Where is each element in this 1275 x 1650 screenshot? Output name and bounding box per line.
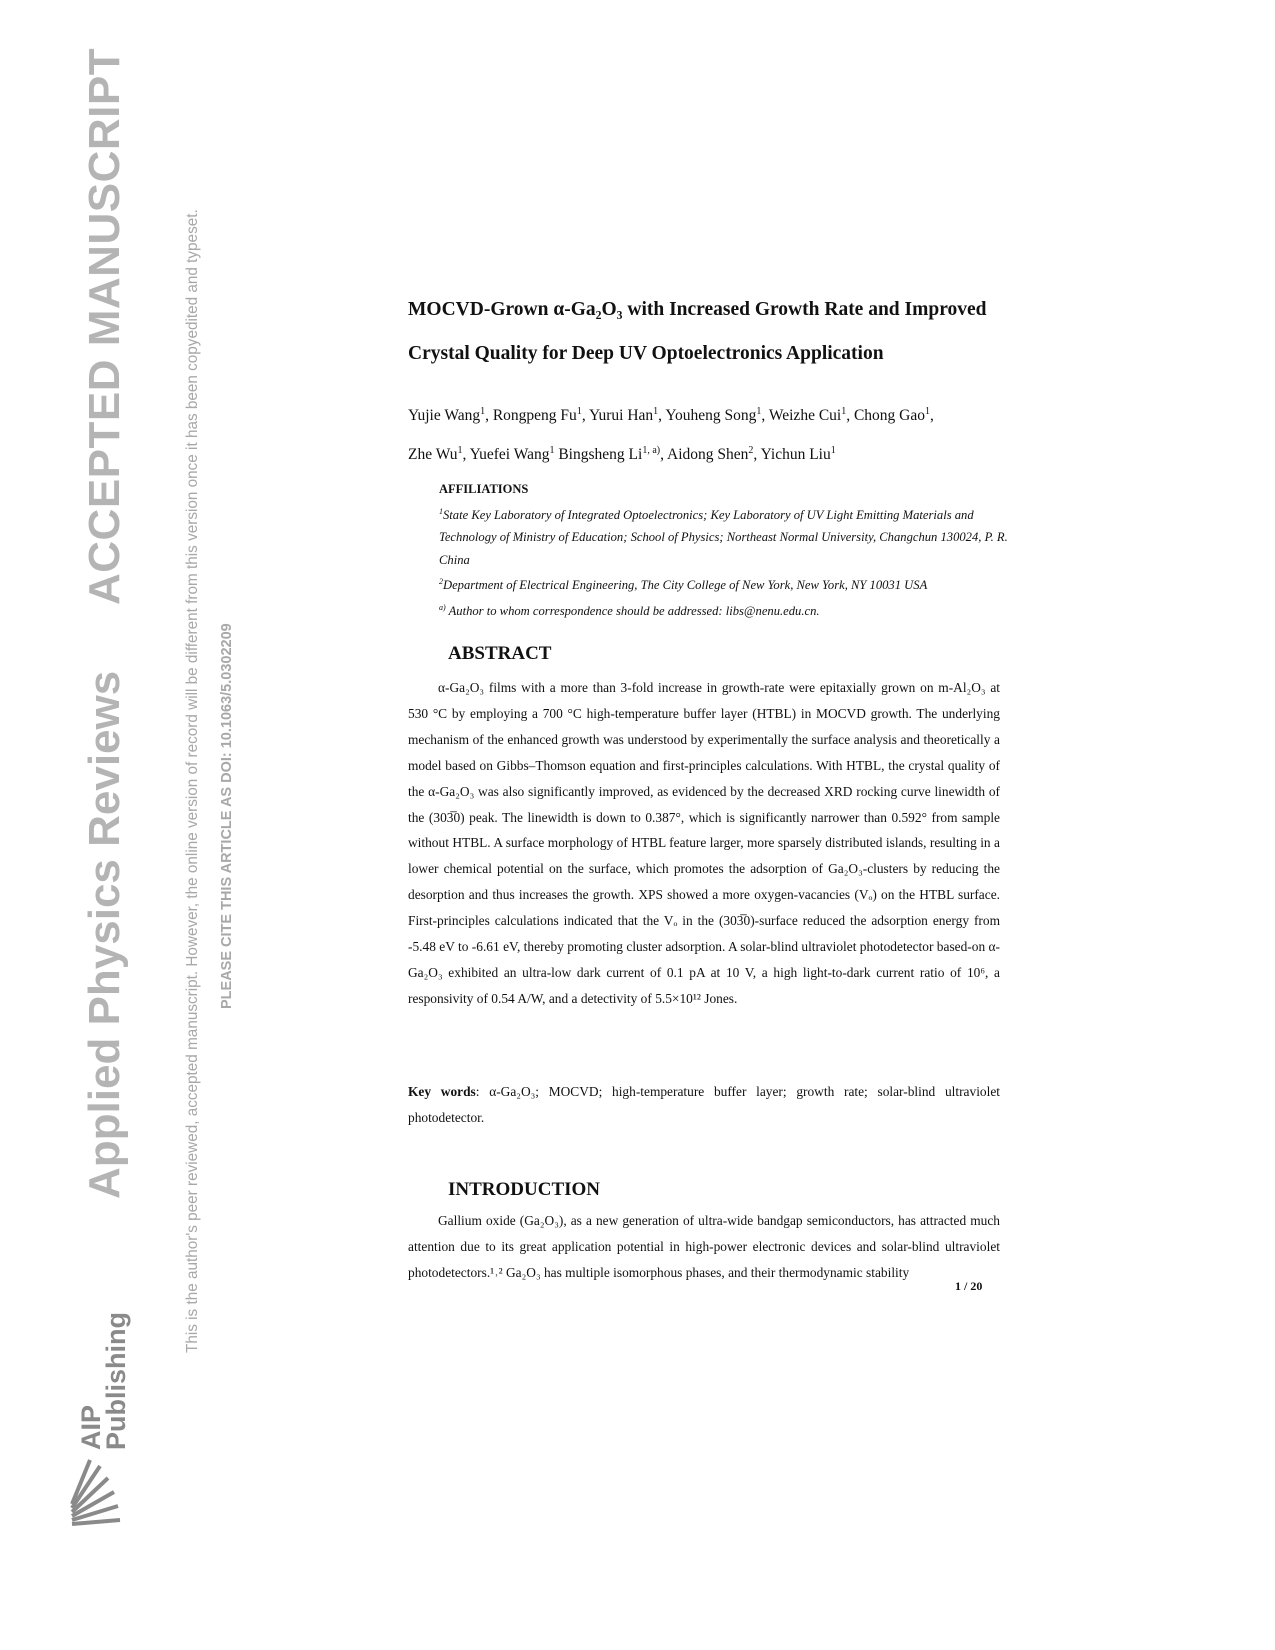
affiliation-mark: 2 (439, 577, 443, 587)
author (408, 446, 470, 463)
author-separator: , (846, 407, 854, 425)
author-name: Weizhe Cui (768, 407, 842, 425)
doi-citation: PLEASE CITE THIS ARTICLE AS DOI: 10.1063/5.0302209 (219, 623, 235, 1009)
author-separator: , (581, 407, 589, 425)
author (665, 407, 769, 424)
author-name: Chong Gao (853, 407, 926, 425)
affiliation-mark: 1 (439, 506, 443, 516)
author (667, 446, 761, 463)
author (769, 407, 854, 424)
author (493, 407, 589, 424)
affiliations (439, 478, 1009, 623)
author-name: Yurui Han (589, 407, 654, 425)
author-affiliation-mark: 1 (830, 445, 836, 457)
author-separator: , (485, 407, 493, 425)
author-separator: , (462, 446, 470, 464)
author-name: Bingsheng Li (558, 446, 643, 464)
publisher-logo-text (76, 1290, 131, 1450)
introduction-heading: INTRODUCTION (448, 1179, 601, 1200)
author-name: Rongpeng Fu (492, 407, 577, 425)
title-line-2: Crystal Quality for Deep UV Optoelectronics Application (408, 343, 884, 364)
correspondence (439, 597, 1009, 623)
author-name: Youheng Song (665, 407, 757, 425)
abstract-text: α-Ga₂O₃ films with a more than 3-fold increase in growth-rate were epitaxially grown on m-Al₂O₃ at 530 °C by employing a 700 °C high-temperature buffer layer (HTBL) in MOCVD growth. The underlying mechanism of the enhanced growth was understood by experimentally the surface analysis and theoretically a model based on Gibbs–Thomson equation and first-principles calculations. With HTBL, the crystal quality of the α-Ga₂O₃ was also significantly improved, as evidenced by the decreased XRD rocking curve linewidth of the (303̅0) peak. The linewidth is down to 0.387°, which is significantly narrower than 0.592° from sample without HTBL. A surface morphology of HTBL feature larger, more sparsely distributed islands, resulting in a lower chemical potential on the surface, which promotes the adsorption of Ga₂O₃-clusters by reducing the desorption and thus increases the growth. XPS showed a more oxygen-vacancies (Vₒ) on the HTBL surface. First-principles calculations indicated that the Vₒ in the (303̅0)-surface reduced the adsorption energy from -5.48 eV to -6.61 eV, thereby promoting cluster adsorption. A solar-blind ultraviolet photodetector based-on α-Ga₂O₃ exhibited an ultra-low dark current of 0.1 pA at 10 V, a high light-to-dark current ratio of 10⁶, a responsivity of 0.54 A/W, and a detectivity of 5.5×10¹² Jones. (408, 680, 1000, 1006)
author-name: Zhe Wu (408, 446, 458, 464)
affiliation-text: State Key Laboratory of Integrated Optoelectronics; Key Laboratory of UV Light Emitting Materials and Technology of Ministry of Education; School of Physics; Northeast Normal University, Changchun 130024, P. R. China (439, 507, 1008, 567)
author-separator: , (660, 446, 667, 464)
author-affiliation-mark: 1 (480, 406, 486, 417)
author (854, 407, 934, 424)
publisher-line2: Publishing (101, 1312, 131, 1450)
aip-logo-icon (66, 1458, 126, 1528)
author-affiliation-mark: 1 (756, 406, 762, 417)
author-name: Yuefei Wang (469, 446, 550, 464)
journal-name: Applied Physics Reviews (80, 670, 129, 1200)
correspondence-text: Author to whom correspondence should be addressed: libs@nenu.edu.cn. (445, 604, 820, 619)
author (408, 407, 493, 424)
title-line-1: MOCVD-Grown α-Ga₂O₃ with Increased Growth Rate and Improved (408, 299, 987, 320)
author-affiliation-mark: 1 (549, 445, 555, 457)
keywords (408, 1079, 1000, 1131)
author-affiliation-mark: 2 (748, 445, 754, 457)
abstract-heading: ABSTRACT (448, 643, 552, 664)
author-affiliation-mark: 1 (653, 406, 659, 417)
author-name: Aidong Shen (667, 446, 749, 464)
affiliation-1 (439, 501, 1009, 572)
author (470, 446, 559, 463)
author-affiliation-mark: 1 (457, 445, 463, 457)
author-affiliation-mark: 1 (841, 406, 847, 417)
accepted-manuscript-watermark: ACCEPTED MANUSCRIPT (80, 47, 129, 605)
author-name: Yichun Liu (760, 446, 831, 464)
author (589, 407, 665, 424)
keywords-text: : α-Ga₂O₃; MOCVD; high-temperature buffer layer; growth rate; solar-blind ultraviolet photodetector. (408, 1084, 1000, 1125)
author-name: Yujie Wang (408, 407, 481, 425)
author-separator: , (753, 446, 761, 464)
affiliation-text: Department of Electrical Engineering, The City College of New York, New York, NY 10031 USA (443, 578, 928, 593)
author-affiliation-mark: 1 (576, 406, 582, 417)
author-separator: , (761, 407, 769, 425)
introduction-text: Gallium oxide (Ga₂O₃), as a new generation of ultra-wide bandgap semiconductors, has attracted much attention due to its great application potential in high-power electronic devices and solar-blind ultraviolet photodetectors.¹˒² Ga₂O₃ has multiple isomorphous phases, and their thermodynamic stability (408, 1213, 1000, 1280)
author (558, 446, 667, 463)
keywords-label: Key words (408, 1084, 476, 1099)
author-separator: , (658, 407, 666, 425)
affiliation-mark: a) (439, 602, 446, 612)
author-list (408, 394, 1000, 472)
disclaimer-text: This is the author's peer reviewed, accepted manuscript. However, the online version of record will be different from this version once it has been copyedited and typeset. (184, 209, 201, 1353)
page-number: 1 / 20 (955, 1279, 983, 1293)
author-separator: , (930, 407, 934, 425)
author-affiliation-mark: 1, a) (642, 445, 661, 457)
affiliations-heading: AFFILIATIONS (439, 482, 529, 496)
author-affiliation-mark: 1 (925, 406, 931, 417)
publisher-line1: AIP (76, 1404, 106, 1450)
author (761, 446, 836, 463)
affiliation-2 (439, 571, 1009, 597)
paper-title (408, 288, 1000, 376)
